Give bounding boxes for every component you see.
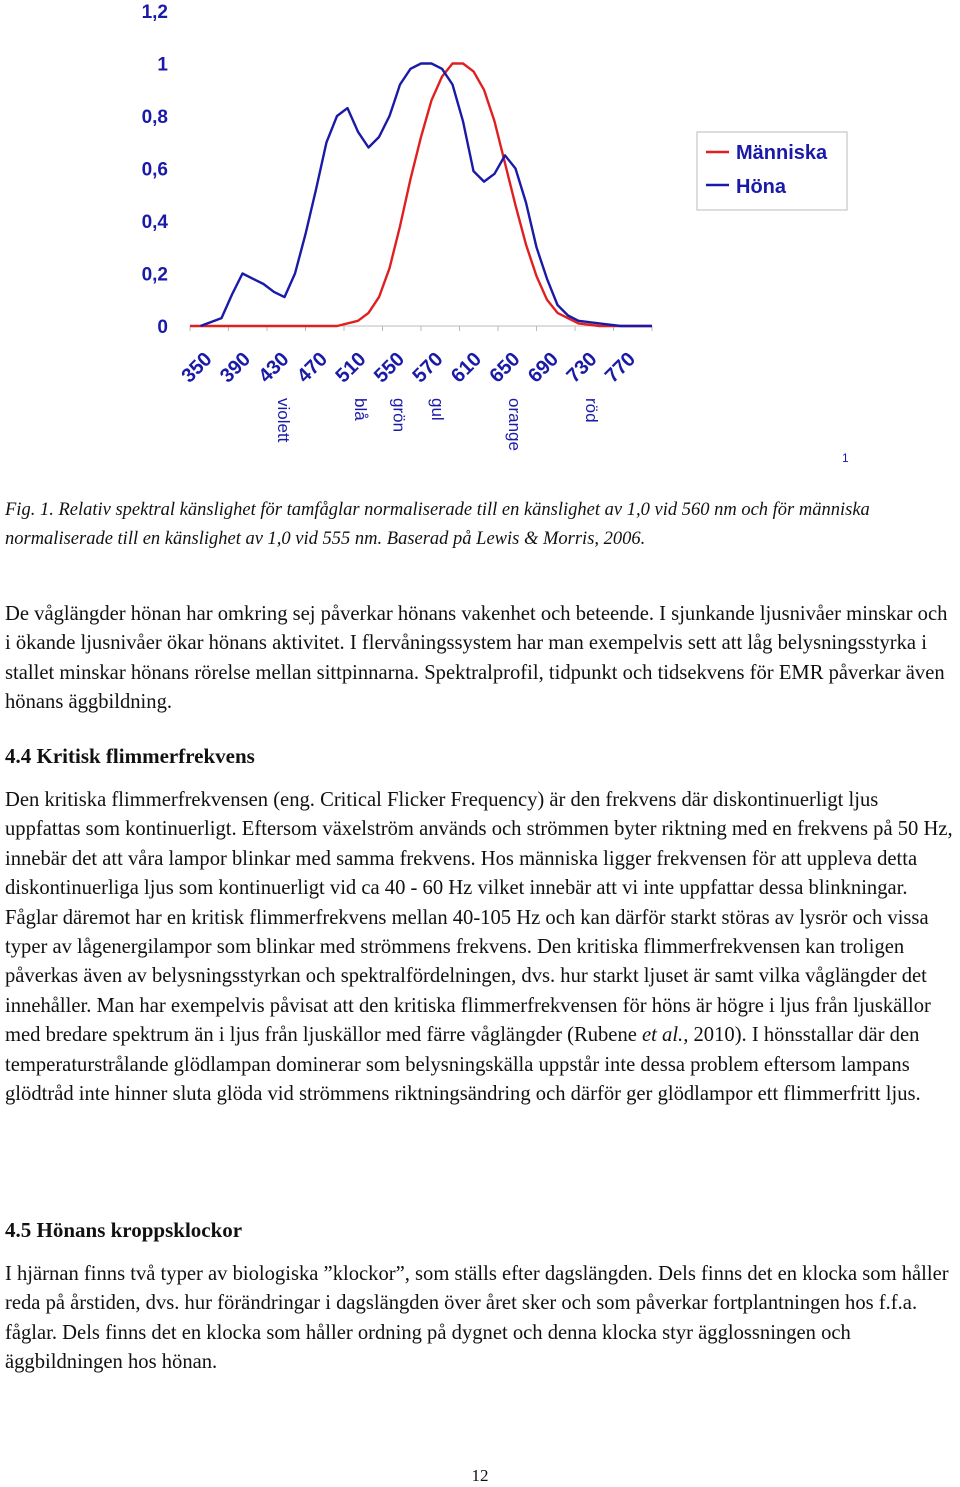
chart-series <box>190 64 652 327</box>
paragraph-critical-flicker-frequency <box>5 786 957 1109</box>
color-name-label: grön <box>389 398 409 433</box>
legend-label-manniska: Människa <box>736 142 828 164</box>
color-name-labels <box>274 398 601 451</box>
series-line-hona <box>201 64 653 327</box>
legend <box>697 132 847 210</box>
y-tick-label: 0,4 <box>141 212 168 233</box>
x-axis-tick-labels <box>177 348 640 387</box>
page-number: 12 <box>471 1466 489 1485</box>
x-tick-label: 730 <box>562 348 602 388</box>
heading-critical-flicker-frequency: 4.4 Kritisk flimmerfrekvens <box>5 744 255 768</box>
x-tick-label: 470 <box>292 348 333 388</box>
x-tick-label: 430 <box>254 348 294 388</box>
y-tick-label: 0,2 <box>141 264 168 286</box>
color-name-label: gul <box>427 398 447 421</box>
x-tick-label: 690 <box>523 348 564 388</box>
x-tick-label: 350 <box>177 348 217 388</box>
x-tick-label: 570 <box>408 348 448 388</box>
corner-mark: 1 <box>842 451 849 465</box>
x-tick-label: 770 <box>600 348 641 388</box>
y-tick-label: 0 <box>157 317 168 338</box>
paragraph-hen-activity: De våglängder hönan har omkring sej påverkar hönans vakenhet och beteende. I sjunkande ljusnivåer minskar och i ökande ljusnivåer ökar hönans aktivitet. I flervåningssystem har man exempelvis sett att låg belysningsstyrka i stallet minskar hönans rörelse mellan sittpinnarna. Spektralprofil, tidpunkt och tidsekvens för EMR påverkar även hönans äggbildning. <box>5 603 948 714</box>
y-tick-label: 0,6 <box>141 159 168 181</box>
x-tick-label: 550 <box>369 348 410 388</box>
color-name-label: orange <box>504 398 524 451</box>
paragraph-text-part: 2010). I hönsstallar där den temperaturstrålande glödlampan dominerar som belysningskälla uppstår inte dessa problem eftersom lampans glödtråd inte hinner sluta glöda vid strömmens riktningsändring och därför ger glödlampor ett flimmerfritt ljus. <box>5 1024 921 1106</box>
x-tick-label: 610 <box>446 348 487 388</box>
paragraph-text-part: Den kritiska flimmerfrekvensen (eng. Critical Flicker Frequency) är den frekvens där diskontinuerligt ljus uppfattas som kontinuerligt. Eftersom växelström används och strömmen byter riktning med en frekvens på 50 Hz, innebär det att våra lampor blinkar med samma frekvens. Hos människa ligger frekvensen för att uppleva detta diskontinuerliga ljus som kontinuerligt vid ca 40 - 60 Hz vilket innebär att vi inte uppfattar dessa blinkningar. Fåglar däremot har en kritisk flimmerfrekvens mellan 40-105 Hz och kan därför starkt störas av lysrör och vissa typer av lågenergilampor som blinkar med strömmens frekvens. Den kritiska flimmerfrekvensen kan troligen påverkas även av belysningsstyrkan och spektralfördelningen, dvs. hur starkt ljuset är samt vilka våglängder det innehåller. Man har exempelvis påvisat att den kritiska flimmerfrekvensen för höns är högre i ljus från ljuskällor med bredare spektrum än i ljus från ljuskällor med färre våglängder (Rubene <box>5 789 953 1047</box>
paragraph-body-clocks: I hjärnan finns två typer av biologiska ”klockor”, som ställs efter dagslängden. Dels finns det en klocka som håller reda på årstiden, dvs. hur förändringar i dagslängden över året sker och som påverkar fortplantningen hos f.f.a. fåglar. Dels finns det en klocka som håller ordning på dygnet och denna klocka styr ägglossningen och äggbildningen hos hönan. <box>5 1263 949 1374</box>
color-name-label: blå <box>350 398 370 421</box>
y-tick-label: 0,8 <box>141 107 168 128</box>
x-tick-label: 390 <box>215 348 256 388</box>
y-tick-label: 1 <box>157 54 168 76</box>
x-tick-label: 510 <box>331 348 371 388</box>
y-tick-label: 1,2 <box>141 2 168 23</box>
figure-caption: Fig. 1. Relativ spektral känslighet för tamfåglar normaliserade till en känslighet av 1,0 vid 560 nm och för människa normaliserade till en känslighet av 1,0 vid 555 nm. Baserad på Lewis & Morris, 2006. <box>5 500 870 549</box>
color-name-label: violett <box>273 398 293 443</box>
legend-label-hona: Höna <box>736 176 786 198</box>
color-name-label: röd <box>581 398 601 423</box>
y-axis-ticks <box>142 2 169 338</box>
spectral-sensitivity-chart <box>0 0 960 480</box>
series-line-manniska <box>190 64 652 327</box>
italic-et-al: et al., <box>642 1024 689 1047</box>
x-tick-label: 650 <box>485 348 525 388</box>
heading-body-clocks: 4.5 Hönans kroppsklockor <box>5 1218 243 1242</box>
